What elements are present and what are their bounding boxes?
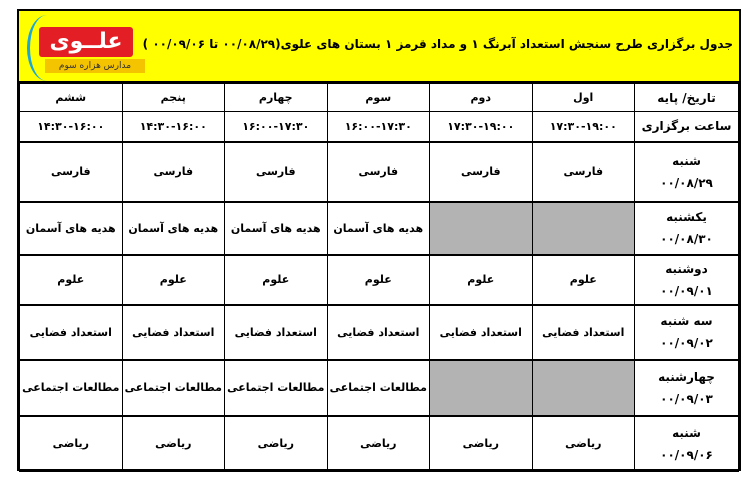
date-value: ۰۰/۰۹/۰۲ bbox=[660, 336, 713, 350]
subject-cell: علوم bbox=[225, 255, 328, 305]
logo-subtitle: مدارس هزاره سوم bbox=[45, 59, 145, 73]
subject-cell: ریاضی bbox=[327, 416, 430, 472]
date-value: ۰۰/۰۸/۲۹ bbox=[660, 175, 713, 190]
logo-main-text: علــوی bbox=[39, 27, 133, 57]
grade-header-row bbox=[20, 84, 739, 112]
time-cell: ۱۶:۰۰-۱۷:۳۰ bbox=[327, 112, 430, 142]
subject-cell: مطالعات اجتماعی bbox=[225, 360, 328, 416]
subject-cell: ریاضی bbox=[430, 416, 533, 472]
subject-cell: علوم bbox=[122, 255, 225, 305]
subject-cell: هدیه های آسمان bbox=[327, 202, 430, 255]
day-name: چهارشنبه bbox=[658, 369, 715, 384]
table-row bbox=[20, 360, 739, 416]
subject-cell: فارسی bbox=[225, 142, 328, 202]
table-row bbox=[20, 142, 739, 202]
day-name: سه شنبه bbox=[660, 314, 713, 328]
subject-cell: فارسی bbox=[122, 142, 225, 202]
page-title: جدول برگزاری طرح سنجش استعداد آبرنگ ۱ و مداد قرمز ۱ بستان های علوی(۰۰/۰۸/۲۹ تا ۰۰/۰۹/۰۶ ) bbox=[142, 37, 733, 51]
table-row bbox=[20, 255, 739, 305]
subject-cell: ریاضی bbox=[122, 416, 225, 472]
grade-header: سوم bbox=[327, 84, 430, 112]
date-value: ۰۰/۰۹/۰۳ bbox=[660, 391, 713, 406]
subject-cell: فارسی bbox=[430, 142, 533, 202]
day-name: شنبه bbox=[672, 425, 701, 440]
date-cell bbox=[635, 416, 739, 472]
subject-cell: ریاضی bbox=[225, 416, 328, 472]
subject-cell: استعداد فضایی bbox=[430, 305, 533, 360]
subject-cell: استعداد فضایی bbox=[20, 305, 123, 360]
subject-cell: علوم bbox=[532, 255, 635, 305]
grade-header: دوم bbox=[430, 84, 533, 112]
empty-grey-cell bbox=[532, 202, 635, 255]
subject-cell: فارسی bbox=[327, 142, 430, 202]
time-cell: ۱۶:۰۰-۱۷:۳۰ bbox=[225, 112, 328, 142]
subject-cell: هدیه های آسمان bbox=[225, 202, 328, 255]
grade-header: ششم bbox=[20, 84, 123, 112]
subject-cell: استعداد فضایی bbox=[122, 305, 225, 360]
time-cell: ۱۴:۳۰-۱۶:۰۰ bbox=[122, 112, 225, 142]
grade-header: اول bbox=[532, 84, 635, 112]
subject-cell: استعداد فضایی bbox=[327, 305, 430, 360]
empty-grey-cell bbox=[532, 360, 635, 416]
date-cell bbox=[635, 255, 739, 305]
time-cell: ۱۷:۳۰-۱۹:۰۰ bbox=[532, 112, 635, 142]
subject-cell: هدیه های آسمان bbox=[122, 202, 225, 255]
day-name: دوشنبه bbox=[665, 261, 708, 276]
grade-header: پنجم bbox=[122, 84, 225, 112]
date-value: ۰۰/۰۹/۰۱ bbox=[660, 283, 713, 298]
subject-cell: مطالعات اجتماعی bbox=[327, 360, 430, 416]
table-row bbox=[20, 416, 739, 472]
empty-grey-cell bbox=[430, 360, 533, 416]
date-value: ۰۰/۰۸/۳۰ bbox=[660, 232, 713, 246]
time-row bbox=[20, 112, 739, 142]
subject-cell: مطالعات اجتماعی bbox=[122, 360, 225, 416]
table-row bbox=[20, 202, 739, 255]
subject-cell: مطالعات اجتماعی bbox=[20, 360, 123, 416]
exam-schedule-table bbox=[19, 83, 739, 472]
subject-cell: علوم bbox=[327, 255, 430, 305]
table-row bbox=[20, 305, 739, 360]
subject-cell: استعداد فضایی bbox=[532, 305, 635, 360]
grade-header: چهارم bbox=[225, 84, 328, 112]
subject-cell: فارسی bbox=[20, 142, 123, 202]
time-label: ساعت برگزاری bbox=[635, 112, 739, 142]
corner-header: تاریخ/ پایه bbox=[635, 84, 739, 112]
day-name: شنبه bbox=[672, 153, 701, 168]
empty-grey-cell bbox=[430, 202, 533, 255]
subject-cell: فارسی bbox=[532, 142, 635, 202]
date-cell bbox=[635, 305, 739, 360]
subject-cell: هدیه های آسمان bbox=[20, 202, 123, 255]
date-cell bbox=[635, 360, 739, 416]
time-cell: ۱۷:۳۰-۱۹:۰۰ bbox=[430, 112, 533, 142]
subject-cell: استعداد فضایی bbox=[225, 305, 328, 360]
date-cell bbox=[635, 142, 739, 202]
subject-cell: ریاضی bbox=[20, 416, 123, 472]
date-value: ۰۰/۰۹/۰۶ bbox=[660, 447, 713, 462]
alavi-logo bbox=[25, 15, 145, 79]
day-name: یکشنبه bbox=[666, 210, 707, 224]
subject-cell: ریاضی bbox=[532, 416, 635, 472]
header-banner bbox=[19, 11, 739, 83]
date-cell bbox=[635, 202, 739, 255]
schedule-document bbox=[17, 9, 741, 471]
subject-cell: علوم bbox=[430, 255, 533, 305]
subject-cell: علوم bbox=[20, 255, 123, 305]
time-cell: ۱۴:۳۰-۱۶:۰۰ bbox=[20, 112, 123, 142]
